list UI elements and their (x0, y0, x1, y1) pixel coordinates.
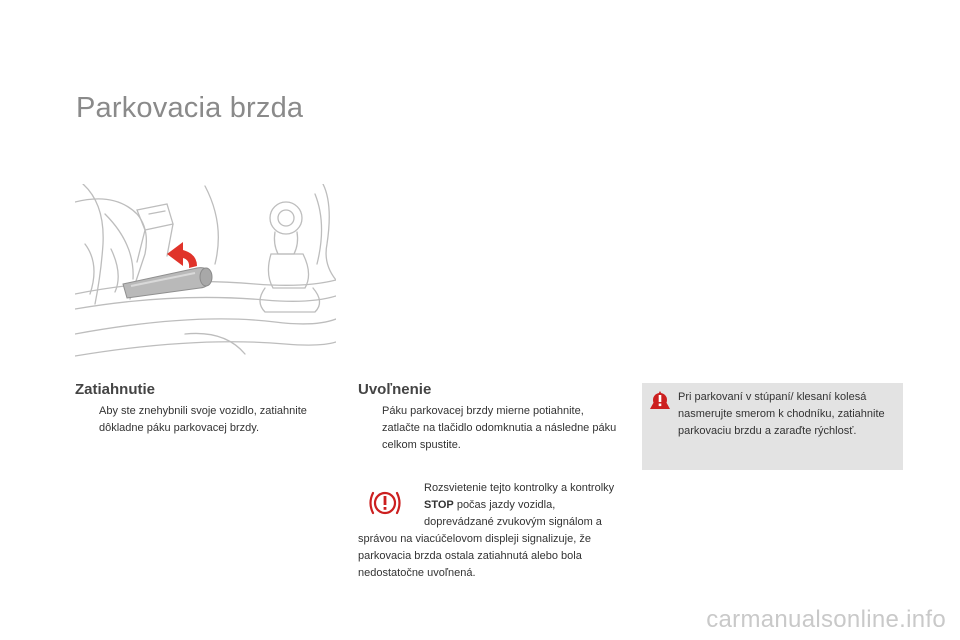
warning-text-before: Rozsvietenie tejto kontrolky a kontrolky (424, 482, 615, 494)
warning-light-note (358, 480, 620, 582)
release-instruction (358, 403, 618, 454)
pull-up-arrow (167, 242, 197, 268)
warning-text-after: počas jazdy vozidla, doprevádzané zvukovým signálom a správou na viacúčelovom displeji signalizuje, že parkovacia brzda ostala zatiahnutá alebo bola nedostatočne uvoľnená. (358, 499, 602, 579)
apply-instruction (75, 403, 337, 437)
brake-warning-icon (358, 483, 412, 523)
parking-brake-drawing (75, 184, 336, 363)
apply-text: Aby ste znehybnili svoje vozidlo, zatiahnite dôkladne páku parkovacej brzdy. (99, 405, 307, 434)
parking-slope-note (642, 383, 903, 470)
release-heading: Uvoľnenie (358, 381, 432, 398)
release-text: Páku parkovacej brzdy mierne potiahnite, zatlačte na tlačidlo odomknutia a následne páku celkom spustite. (382, 405, 617, 451)
page-title: Parkovacia brzda (76, 92, 304, 124)
apply-heading: Zatiahnutie (75, 381, 156, 398)
watermark: carmanualsonline.info (706, 606, 946, 633)
stop-label: STOP (424, 499, 454, 511)
exclamation-icon (649, 390, 671, 415)
parking-brake-illustration (75, 184, 336, 363)
note-text: Pri parkovaní v stúpaní/ klesaní kolesá nasmerujte smerom k chodníku, zatiahnite parkovaciu brzdu a zaraďte rýchlosť. (678, 391, 885, 437)
handbrake-lever (123, 268, 212, 298)
